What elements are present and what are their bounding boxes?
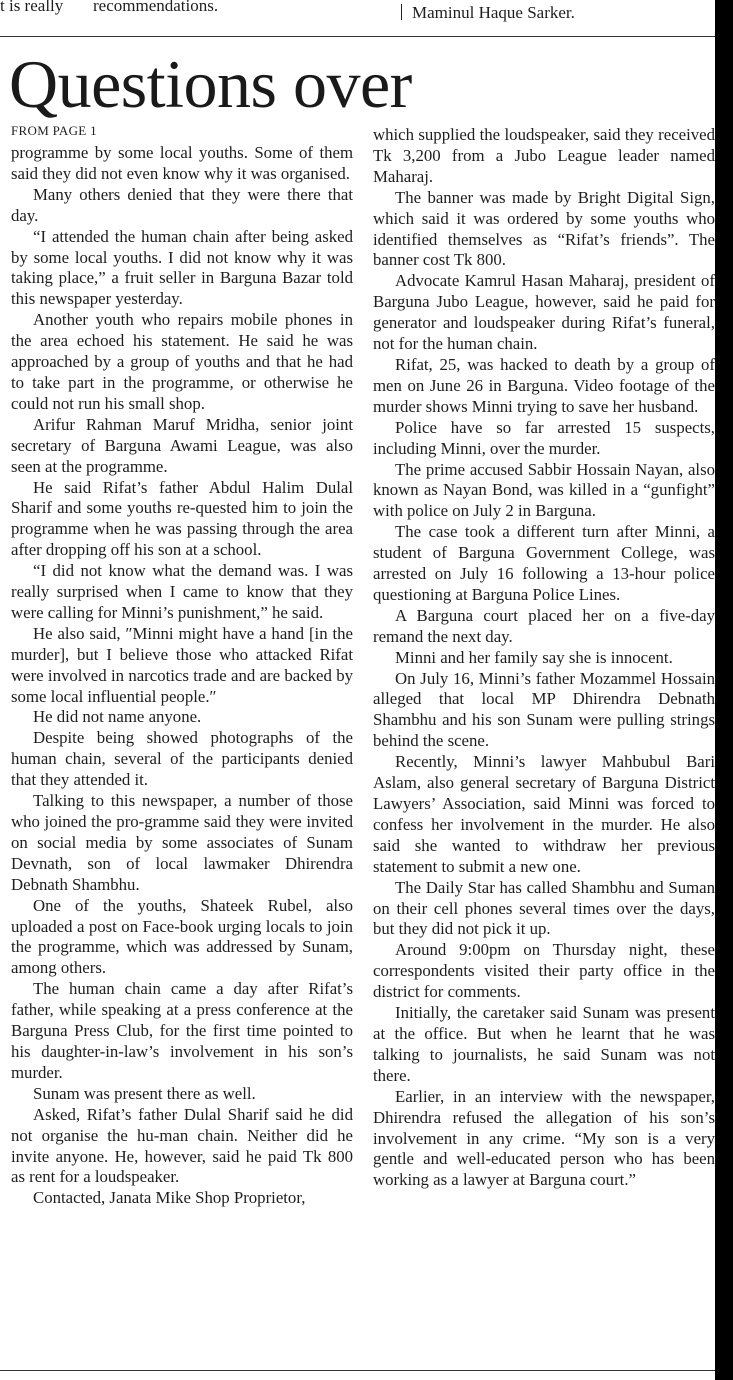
paragraph: “I attended the human chain after being asked by some local youths. I did not know why it was taking place,” a fruit seller in Barguna Bazar told this newspaper yesterday. [11,226,353,309]
paragraph: Talking to this newspaper, a number of those who joined the pro-gramme said they were invited on social media by some associates of Sunam Devnath, son of local lawmaker Dhirendra Debnath Shambhu. [11,791,353,894]
article-column-1 [11,143,353,1209]
paragraph: On July 16, Minni’s father Mozammel Hossain alleged that local MP Dhirendra Debnath Shambhu and his son Sunam were pulling strings behind the scene. [373,668,715,751]
paragraph: The case took a different turn after Minni, a student of Barguna Government College, was arrested on July 16 following a 13-hour police questioning at Barguna Police Lines. [373,522,715,604]
paragraph: He did not name anyone. [33,707,202,727]
paragraph: Despite being showed photographs of the human chain, several of the participants denied that they attended it. [11,728,353,790]
paragraph: He also said, ″Minni might have a hand [in the murder], but I believe those who attacked Rifat were involved in narcotics trade and are backed by some local influential people.″ [11,623,353,706]
paragraph: Earlier, in an interview with the newspaper, Dhirendra refused the allegation of his son’s involvement in any crime. “My son is a very gentle and well-educated person who has been working as a lawyer at Barguna court.” [373,1086,715,1190]
top-rule [0,36,715,37]
page-edge-bar [715,0,733,1380]
paragraph: The human chain came a day after Rifat’s father, while speaking at a press conference at the Barguna Press Club, for the first time pointed to his daughter-in-law’s involvement in his son’s murder. [11,979,353,1082]
paragraph: Another youth who repairs mobile phones in the area echoed his statement. He said he was approached by a group of youths and that he had to take part in the programme, or otherwise he could not run his small shop. [11,310,353,413]
headline: Questions over [9,46,412,122]
paragraph: One of the youths, Shateek Rubel, also uploaded a post on Face-book urging locals to join the programme, which was addressed by Sunam, among others. [11,895,353,978]
paragraph: The banner was made by Bright Digital Sign, which said it was ordered by some youths who identified themselves as “Rifat’s friends”. The banner cost Tk 800. [373,187,715,270]
paragraph: The prime accused Sabbir Hossain Nayan, also known as Nayan Bond, was killed in a “gunfight” with police on July 2 in Barguna. [373,459,715,521]
paragraph: He said Rifat’s father Abdul Halim Dulal Sharif and some youths re-quested him to join the programme when he was passing through the area after dropping off his son at a school. [11,477,353,560]
previous-article-strip [0,0,715,28]
bottom-rule [0,1370,715,1371]
paragraph: Arifur Rahman Maruf Mridha, senior joint secretary of Barguna Awami League, was also seen at the programme. [11,414,353,476]
paragraph: Sunam was present there as well. [33,1083,256,1103]
previous-article-fragment-left-2: recommendations. [93,0,219,15]
paragraph: which supplied the loudspeaker, said they received Tk 3,200 from a Jubo League leader named Maharaj. [373,125,715,186]
paragraph: Contacted, Janata Mike Shop Proprietor, [33,1188,306,1208]
paragraph: “I did not know what the demand was. I was really surprised when I came to know that they were calling for Minni’s punishment,” he said. [11,561,353,622]
paragraph: A Barguna court placed her on a five-day remand the next day. [373,605,715,646]
paragraph: Initially, the caretaker said Sunam was present at the office. But when he learnt that he was talking to journalists, he said Sunam was not there. [373,1003,715,1085]
paragraph: Asked, Rifat’s father Dulal Sharif said he did not organise the hu-man chain. Neither did he invite anyone. He, however, said he paid Tk 800 as rent for a loudspeaker. [11,1104,353,1187]
previous-article-fragment-right: Maminul Haque Sarker. [412,3,575,22]
paragraph: Minni and her family say she is innocent. [395,647,673,667]
paragraph: Advocate Kamrul Hasan Maharaj, president of Barguna Jubo League, however, said he paid for generator and loudspeaker during Rifat’s funeral, not for the human chain. [373,271,715,354]
paragraph: Rifat, 25, was hacked to death by a group of men on June 26 in Barguna. Video footage of the murder shows Minni trying to save her husband. [373,354,715,416]
paragraph: The Daily Star has called Shambhu and Suman on their cell phones several times over the days, but they did not pick it up. [373,877,715,939]
continued-from-label: FROM PAGE 1 [11,123,97,138]
previous-article-fragment-left: t is really [0,0,64,15]
paragraph: Many others denied that they were there that day. [11,184,353,225]
paragraph: Around 9:00pm on Thursday night, these correspondents visited their party office in the district for comments. [373,940,715,1002]
article-column-2 [373,125,715,1191]
paragraph: Police have so far arrested 15 suspects, including Minni, over the murder. [373,417,715,458]
column-divider [401,4,402,20]
paragraph: Recently, Minni’s lawyer Mahbubul Bari Aslam, also general secretary of Barguna District Lawyers’ Association, said Minni was forced to confess her involvement in the murder. He also said she wanted to withdraw her previous statement to submit a new one. [373,752,715,876]
paragraph: programme by some local youths. Some of them said they did not even know why it was organised. [11,143,353,183]
